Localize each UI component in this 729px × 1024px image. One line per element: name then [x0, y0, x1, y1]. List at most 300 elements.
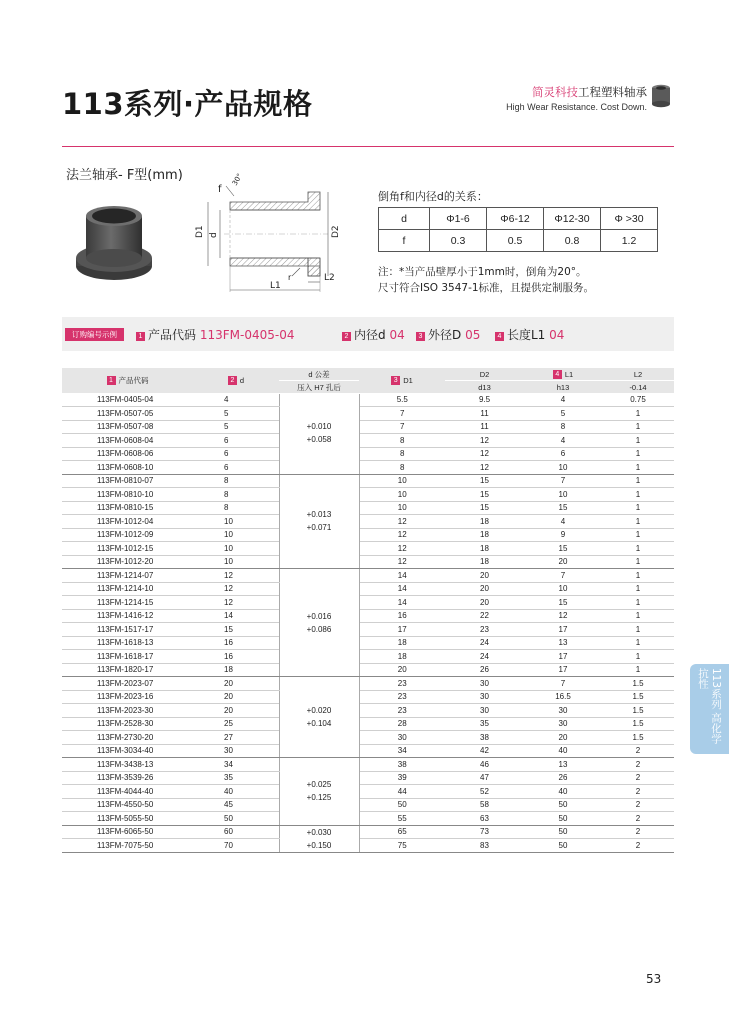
- D1-cell: 10: [359, 501, 445, 515]
- tolerance-lower: +0.071: [306, 523, 332, 533]
- product-code-cell: 113FM-0810-07: [62, 474, 193, 488]
- D1-cell: 28: [359, 717, 445, 731]
- tolerance-cell: [279, 393, 359, 474]
- L1-cell: 50: [524, 825, 602, 839]
- L1-cell: 17: [524, 663, 602, 677]
- L1-cell: 10: [524, 488, 602, 502]
- L1-cell: 50: [524, 812, 602, 826]
- D1-cell: 14: [359, 596, 445, 610]
- L1-cell: 13: [524, 758, 602, 772]
- chamfer-table: [378, 207, 658, 252]
- d-cell: 60: [193, 825, 279, 839]
- table-row: [62, 731, 674, 745]
- table-row: [62, 663, 674, 677]
- L2-cell: 1.5: [602, 717, 674, 731]
- chamfer-cell: 0.3: [430, 230, 487, 252]
- order-outer-label: 外径D: [428, 328, 462, 342]
- drawing-label-d1: D1: [195, 225, 205, 238]
- tolerance-cell: [279, 569, 359, 677]
- L2-cell: 2: [602, 785, 674, 799]
- D2-cell: 18: [445, 515, 524, 529]
- drawing-label-f: f: [218, 184, 222, 195]
- drawing-label-l2: L2: [324, 273, 335, 283]
- header-D2-sub: d13: [445, 381, 524, 394]
- badge-4: 4: [553, 370, 562, 379]
- L1-cell: 4: [524, 434, 602, 448]
- L1-cell: 40: [524, 744, 602, 758]
- D2-cell: 46: [445, 758, 524, 772]
- D2-cell: 9.5: [445, 393, 524, 407]
- product-code-cell: 113FM-1214-15: [62, 596, 193, 610]
- product-code-cell: 113FM-1517-17: [62, 623, 193, 637]
- header-D2: D2: [445, 368, 524, 381]
- badge-3: 3: [391, 376, 400, 385]
- product-code-cell: 113FM-0810-10: [62, 488, 193, 502]
- tolerance-cell: [279, 677, 359, 758]
- product-code-cell: 113FM-1820-17: [62, 663, 193, 677]
- d-cell: 14: [193, 609, 279, 623]
- D2-cell: 15: [445, 488, 524, 502]
- brand-dark-text: 工程塑料轴承: [578, 85, 647, 99]
- badge-2: 2: [228, 376, 237, 385]
- L2-cell: 1: [602, 623, 674, 637]
- L2-cell: 1: [602, 501, 674, 515]
- brand-pink-text: 简灵科技: [532, 85, 578, 99]
- flange-bearing-photo: [66, 196, 164, 286]
- L2-cell: 1: [602, 609, 674, 623]
- table-row: [62, 434, 674, 448]
- chamfer-cell: Φ6-12: [487, 208, 544, 230]
- table-row: [62, 609, 674, 623]
- product-code-cell: 113FM-2730-20: [62, 731, 193, 745]
- d-cell: 20: [193, 690, 279, 704]
- D2-cell: 35: [445, 717, 524, 731]
- note-line-2: 尺寸符合ISO 3547-1标准，且提供定制服务。: [378, 282, 595, 294]
- product-code-cell: 113FM-3539-26: [62, 771, 193, 785]
- L1-cell: 17: [524, 623, 602, 637]
- tolerance-upper: +0.030: [306, 827, 332, 837]
- L2-cell: 1: [602, 650, 674, 664]
- L2-cell: 1: [602, 461, 674, 475]
- product-code-cell: 113FM-6065-50: [62, 825, 193, 839]
- header-d-tol: d 公差: [279, 368, 359, 381]
- L2-cell: 2: [602, 798, 674, 812]
- D1-cell: 50: [359, 798, 445, 812]
- brand-name: [506, 84, 647, 100]
- D2-cell: 20: [445, 596, 524, 610]
- d-cell: 6: [193, 461, 279, 475]
- table-row: [62, 623, 674, 637]
- L2-cell: 1: [602, 474, 674, 488]
- order-code: [136, 326, 294, 343]
- table-row: [62, 677, 674, 691]
- table-row: [62, 393, 674, 407]
- header-code: [62, 368, 193, 393]
- L2-cell: 1: [602, 420, 674, 434]
- D2-cell: 23: [445, 623, 524, 637]
- D2-cell: 20: [445, 582, 524, 596]
- D2-cell: 15: [445, 474, 524, 488]
- L1-cell: 16.5: [524, 690, 602, 704]
- order-length: [495, 326, 564, 343]
- product-code-cell: 113FM-0608-04: [62, 434, 193, 448]
- D1-cell: 14: [359, 569, 445, 583]
- d-cell: 34: [193, 758, 279, 772]
- D2-cell: 18: [445, 528, 524, 542]
- d-cell: 15: [193, 623, 279, 637]
- d-cell: 40: [193, 785, 279, 799]
- D2-cell: 11: [445, 407, 524, 421]
- D2-cell: 12: [445, 434, 524, 448]
- chamfer-title: 倒角f和内径d的关系：: [378, 190, 488, 203]
- L1-cell: 8: [524, 420, 602, 434]
- L2-cell: 1: [602, 596, 674, 610]
- D1-cell: 8: [359, 434, 445, 448]
- table-row: [62, 812, 674, 826]
- L1-cell: 7: [524, 677, 602, 691]
- D1-cell: 10: [359, 488, 445, 502]
- note-line-1: 注：*当产品壁厚小于1mm时，倒角为20°。: [378, 266, 587, 278]
- tolerance-lower: +0.104: [306, 719, 332, 728]
- order-outer: [416, 326, 480, 343]
- chamfer-cell: f: [379, 230, 430, 252]
- product-code-cell: 113FM-0608-06: [62, 447, 193, 461]
- chamfer-cell: d: [379, 208, 430, 230]
- D2-cell: 12: [445, 461, 524, 475]
- D1-cell: 8: [359, 461, 445, 475]
- product-code-cell: 113FM-2528-30: [62, 717, 193, 731]
- L2-cell: 1: [602, 542, 674, 556]
- header-code-text: 产品代码: [118, 375, 149, 385]
- table-row: [62, 555, 674, 569]
- chamfer-cell: 0.8: [544, 230, 601, 252]
- L1-cell: 15: [524, 596, 602, 610]
- chamfer-cell: Φ1-6: [430, 208, 487, 230]
- D2-cell: 12: [445, 447, 524, 461]
- tolerance-cell: [279, 758, 359, 826]
- order-length-label: 长度L1: [507, 328, 546, 342]
- D1-cell: 12: [359, 542, 445, 556]
- L1-cell: 10: [524, 461, 602, 475]
- L1-cell: 5: [524, 407, 602, 421]
- L1-cell: 50: [524, 839, 602, 853]
- L1-cell: 12: [524, 609, 602, 623]
- table-row: [62, 717, 674, 731]
- D1-cell: 7: [359, 407, 445, 421]
- table-row: [62, 569, 674, 583]
- D1-cell: 18: [359, 636, 445, 650]
- table-row: [62, 839, 674, 853]
- L2-cell: 1: [602, 569, 674, 583]
- L2-cell: 2: [602, 771, 674, 785]
- page-title: 113系列·产品规格: [62, 87, 313, 121]
- product-code-cell: 113FM-4044-40: [62, 785, 193, 799]
- L1-cell: 17: [524, 650, 602, 664]
- tolerance-lower: +0.086: [306, 624, 332, 634]
- table-row: [62, 447, 674, 461]
- D1-cell: 23: [359, 704, 445, 718]
- D2-cell: 24: [445, 650, 524, 664]
- L2-cell: 1: [602, 555, 674, 569]
- product-code-cell: 113FM-2023-16: [62, 690, 193, 704]
- D1-cell: 20: [359, 663, 445, 677]
- d-cell: 5: [193, 420, 279, 434]
- d-cell: 16: [193, 650, 279, 664]
- L1-cell: 15: [524, 542, 602, 556]
- badge-2: 2: [342, 332, 351, 341]
- L2-cell: 2: [602, 825, 674, 839]
- L2-cell: 1: [602, 528, 674, 542]
- D1-cell: 12: [359, 528, 445, 542]
- L2-cell: 2: [602, 812, 674, 826]
- L2-cell: 1: [602, 434, 674, 448]
- L1-cell: 7: [524, 569, 602, 583]
- order-inner-label: 内径d: [354, 328, 386, 342]
- d-cell: 6: [193, 447, 279, 461]
- d-cell: 20: [193, 704, 279, 718]
- spec-table-body: [62, 393, 674, 852]
- L2-cell: 1.5: [602, 731, 674, 745]
- D2-cell: 42: [445, 744, 524, 758]
- d-cell: 5: [193, 407, 279, 421]
- D2-cell: 11: [445, 420, 524, 434]
- chamfer-cell: 0.5: [487, 230, 544, 252]
- D2-cell: 20: [445, 569, 524, 583]
- tolerance-upper: +0.025: [306, 780, 332, 790]
- D1-cell: 39: [359, 771, 445, 785]
- d-cell: 50: [193, 812, 279, 826]
- product-code-cell: 113FM-1012-09: [62, 528, 193, 542]
- order-inner-value: 04: [389, 328, 405, 342]
- product-code-cell: 113FM-1012-15: [62, 542, 193, 556]
- d-cell: 35: [193, 771, 279, 785]
- D1-cell: 18: [359, 650, 445, 664]
- L2-cell: 1: [602, 515, 674, 529]
- drawing-label-angle: 30°: [230, 172, 244, 187]
- tolerance-upper: +0.016: [306, 611, 332, 621]
- badge-4: 4: [495, 332, 504, 341]
- table-row: [62, 798, 674, 812]
- D2-cell: 63: [445, 812, 524, 826]
- brand-slogan: High Wear Resistance. Cost Down.: [506, 102, 647, 112]
- D1-cell: 44: [359, 785, 445, 799]
- d-cell: 10: [193, 515, 279, 529]
- brand-block: [506, 84, 647, 112]
- d-cell: 25: [193, 717, 279, 731]
- chamfer-row-f: [379, 230, 658, 252]
- D1-cell: 7: [359, 420, 445, 434]
- d-cell: 10: [193, 555, 279, 569]
- product-code-cell: 113FM-0810-15: [62, 501, 193, 515]
- product-code-cell: 113FM-1618-13: [62, 636, 193, 650]
- table-row: [62, 650, 674, 664]
- D1-cell: 10: [359, 474, 445, 488]
- L1-cell: 30: [524, 704, 602, 718]
- table-row: [62, 407, 674, 421]
- D2-cell: 18: [445, 555, 524, 569]
- D2-cell: 26: [445, 663, 524, 677]
- L2-cell: 1: [602, 582, 674, 596]
- product-code-cell: 113FM-0507-05: [62, 407, 193, 421]
- L1-cell: 20: [524, 731, 602, 745]
- L2-cell: 1: [602, 447, 674, 461]
- chamfer-cell: 1.2: [601, 230, 658, 252]
- bearing-logo-icon: [650, 84, 672, 108]
- D1-cell: 65: [359, 825, 445, 839]
- header-D1: [359, 368, 445, 393]
- table-row: [62, 420, 674, 434]
- spec-header-row-1: [62, 368, 674, 381]
- L1-cell: 20: [524, 555, 602, 569]
- product-code-cell: 113FM-0507-08: [62, 420, 193, 434]
- table-row: [62, 515, 674, 529]
- d-cell: 10: [193, 542, 279, 556]
- D2-cell: 30: [445, 704, 524, 718]
- header-L2-sub: -0.14: [602, 381, 674, 394]
- order-outer-value: 05: [465, 328, 481, 342]
- product-code-cell: 113FM-1618-17: [62, 650, 193, 664]
- D2-cell: 83: [445, 839, 524, 853]
- L2-cell: 1: [602, 636, 674, 650]
- product-code-cell: 113FM-2023-07: [62, 677, 193, 691]
- d-cell: 8: [193, 488, 279, 502]
- L2-cell: 1.5: [602, 677, 674, 691]
- L2-cell: 2: [602, 744, 674, 758]
- D1-cell: 12: [359, 515, 445, 529]
- product-code-cell: 113FM-4550-50: [62, 798, 193, 812]
- D2-cell: 24: [445, 636, 524, 650]
- product-code-cell: 113FM-1214-10: [62, 582, 193, 596]
- drawing-label-d: d: [209, 232, 219, 238]
- table-row: [62, 690, 674, 704]
- D2-cell: 30: [445, 677, 524, 691]
- L2-cell: 2: [602, 758, 674, 772]
- d-cell: 6: [193, 434, 279, 448]
- d-cell: 27: [193, 731, 279, 745]
- badge-3: 3: [416, 332, 425, 341]
- D2-cell: 47: [445, 771, 524, 785]
- L1-cell: 9: [524, 528, 602, 542]
- L2-cell: 1.5: [602, 704, 674, 718]
- D2-cell: 15: [445, 501, 524, 515]
- L1-cell: 26: [524, 771, 602, 785]
- L2-cell: 2: [602, 839, 674, 853]
- L1-cell: 15: [524, 501, 602, 515]
- D2-cell: 18: [445, 542, 524, 556]
- page-number: 53: [646, 972, 662, 986]
- L1-cell: 13: [524, 636, 602, 650]
- d-cell: 12: [193, 596, 279, 610]
- product-code-cell: 113FM-2023-30: [62, 704, 193, 718]
- d-cell: 12: [193, 582, 279, 596]
- tolerance-upper: +0.013: [306, 510, 332, 520]
- L2-cell: 0.75: [602, 393, 674, 407]
- badge-1: 1: [107, 376, 116, 385]
- header-L2: L2: [602, 368, 674, 381]
- L2-cell: 1.5: [602, 690, 674, 704]
- d-cell: 12: [193, 569, 279, 583]
- L1-cell: 7: [524, 474, 602, 488]
- D1-cell: 38: [359, 758, 445, 772]
- L2-cell: 1: [602, 663, 674, 677]
- D1-cell: 34: [359, 744, 445, 758]
- d-cell: 70: [193, 839, 279, 853]
- table-row: [62, 474, 674, 488]
- order-example-tag: 订购编号示例: [65, 328, 124, 341]
- product-code-cell: 113FM-1012-20: [62, 555, 193, 569]
- chamfer-cell: Φ >30: [601, 208, 658, 230]
- table-row: [62, 758, 674, 772]
- section-title: 法兰轴承- F型(mm): [66, 168, 183, 183]
- d-cell: 20: [193, 677, 279, 691]
- D1-cell: 23: [359, 677, 445, 691]
- d-cell: 18: [193, 663, 279, 677]
- table-row: [62, 636, 674, 650]
- L1-cell: 50: [524, 798, 602, 812]
- D1-cell: 12: [359, 555, 445, 569]
- order-length-value: 04: [549, 328, 565, 342]
- L1-cell: 10: [524, 582, 602, 596]
- tolerance-lower: +0.125: [306, 793, 332, 803]
- d-cell: 8: [193, 474, 279, 488]
- product-code-cell: 113FM-1012-04: [62, 515, 193, 529]
- D2-cell: 22: [445, 609, 524, 623]
- order-inner: [342, 326, 405, 343]
- header-d-text: d: [239, 375, 245, 385]
- table-row: [62, 744, 674, 758]
- D1-cell: 75: [359, 839, 445, 853]
- badge-1: 1: [136, 332, 145, 341]
- product-code-cell: 113FM-3034-40: [62, 744, 193, 758]
- header-d-tol-sub: 压入 H7 孔后: [279, 381, 359, 394]
- D2-cell: 30: [445, 690, 524, 704]
- side-tab-label: 113系列 高化学抗性: [697, 668, 722, 744]
- L1-cell: 4: [524, 515, 602, 529]
- drawing-label-r: r: [288, 273, 292, 282]
- table-row: [62, 771, 674, 785]
- tolerance-cell: [279, 474, 359, 569]
- D1-cell: 5.5: [359, 393, 445, 407]
- L1-cell: 6: [524, 447, 602, 461]
- d-cell: 16: [193, 636, 279, 650]
- header-L1-sub: h13: [524, 381, 602, 394]
- table-row: [62, 461, 674, 475]
- header-D1-text: D1: [403, 375, 413, 385]
- product-code-cell: 113FM-7075-50: [62, 839, 193, 853]
- L2-cell: 1: [602, 407, 674, 421]
- D2-cell: 52: [445, 785, 524, 799]
- product-code-cell: 113FM-5055-50: [62, 812, 193, 826]
- tolerance-lower: +0.058: [306, 435, 332, 445]
- header-divider: [62, 146, 674, 147]
- product-code-cell: 113FM-0608-10: [62, 461, 193, 475]
- table-row: [62, 582, 674, 596]
- drawing-label-d2: D2: [331, 225, 341, 238]
- L1-cell: 4: [524, 393, 602, 407]
- chamfer-row-d: [379, 208, 658, 230]
- D2-cell: 73: [445, 825, 524, 839]
- product-code-cell: 113FM-3438-13: [62, 758, 193, 772]
- D1-cell: 14: [359, 582, 445, 596]
- table-row: [62, 825, 674, 839]
- tolerance-cell: [279, 825, 359, 852]
- L2-cell: 1: [602, 488, 674, 502]
- D1-cell: 30: [359, 731, 445, 745]
- table-row: [62, 488, 674, 502]
- header-L1: [524, 368, 602, 381]
- table-row: [62, 704, 674, 718]
- tolerance-upper: +0.020: [306, 706, 332, 715]
